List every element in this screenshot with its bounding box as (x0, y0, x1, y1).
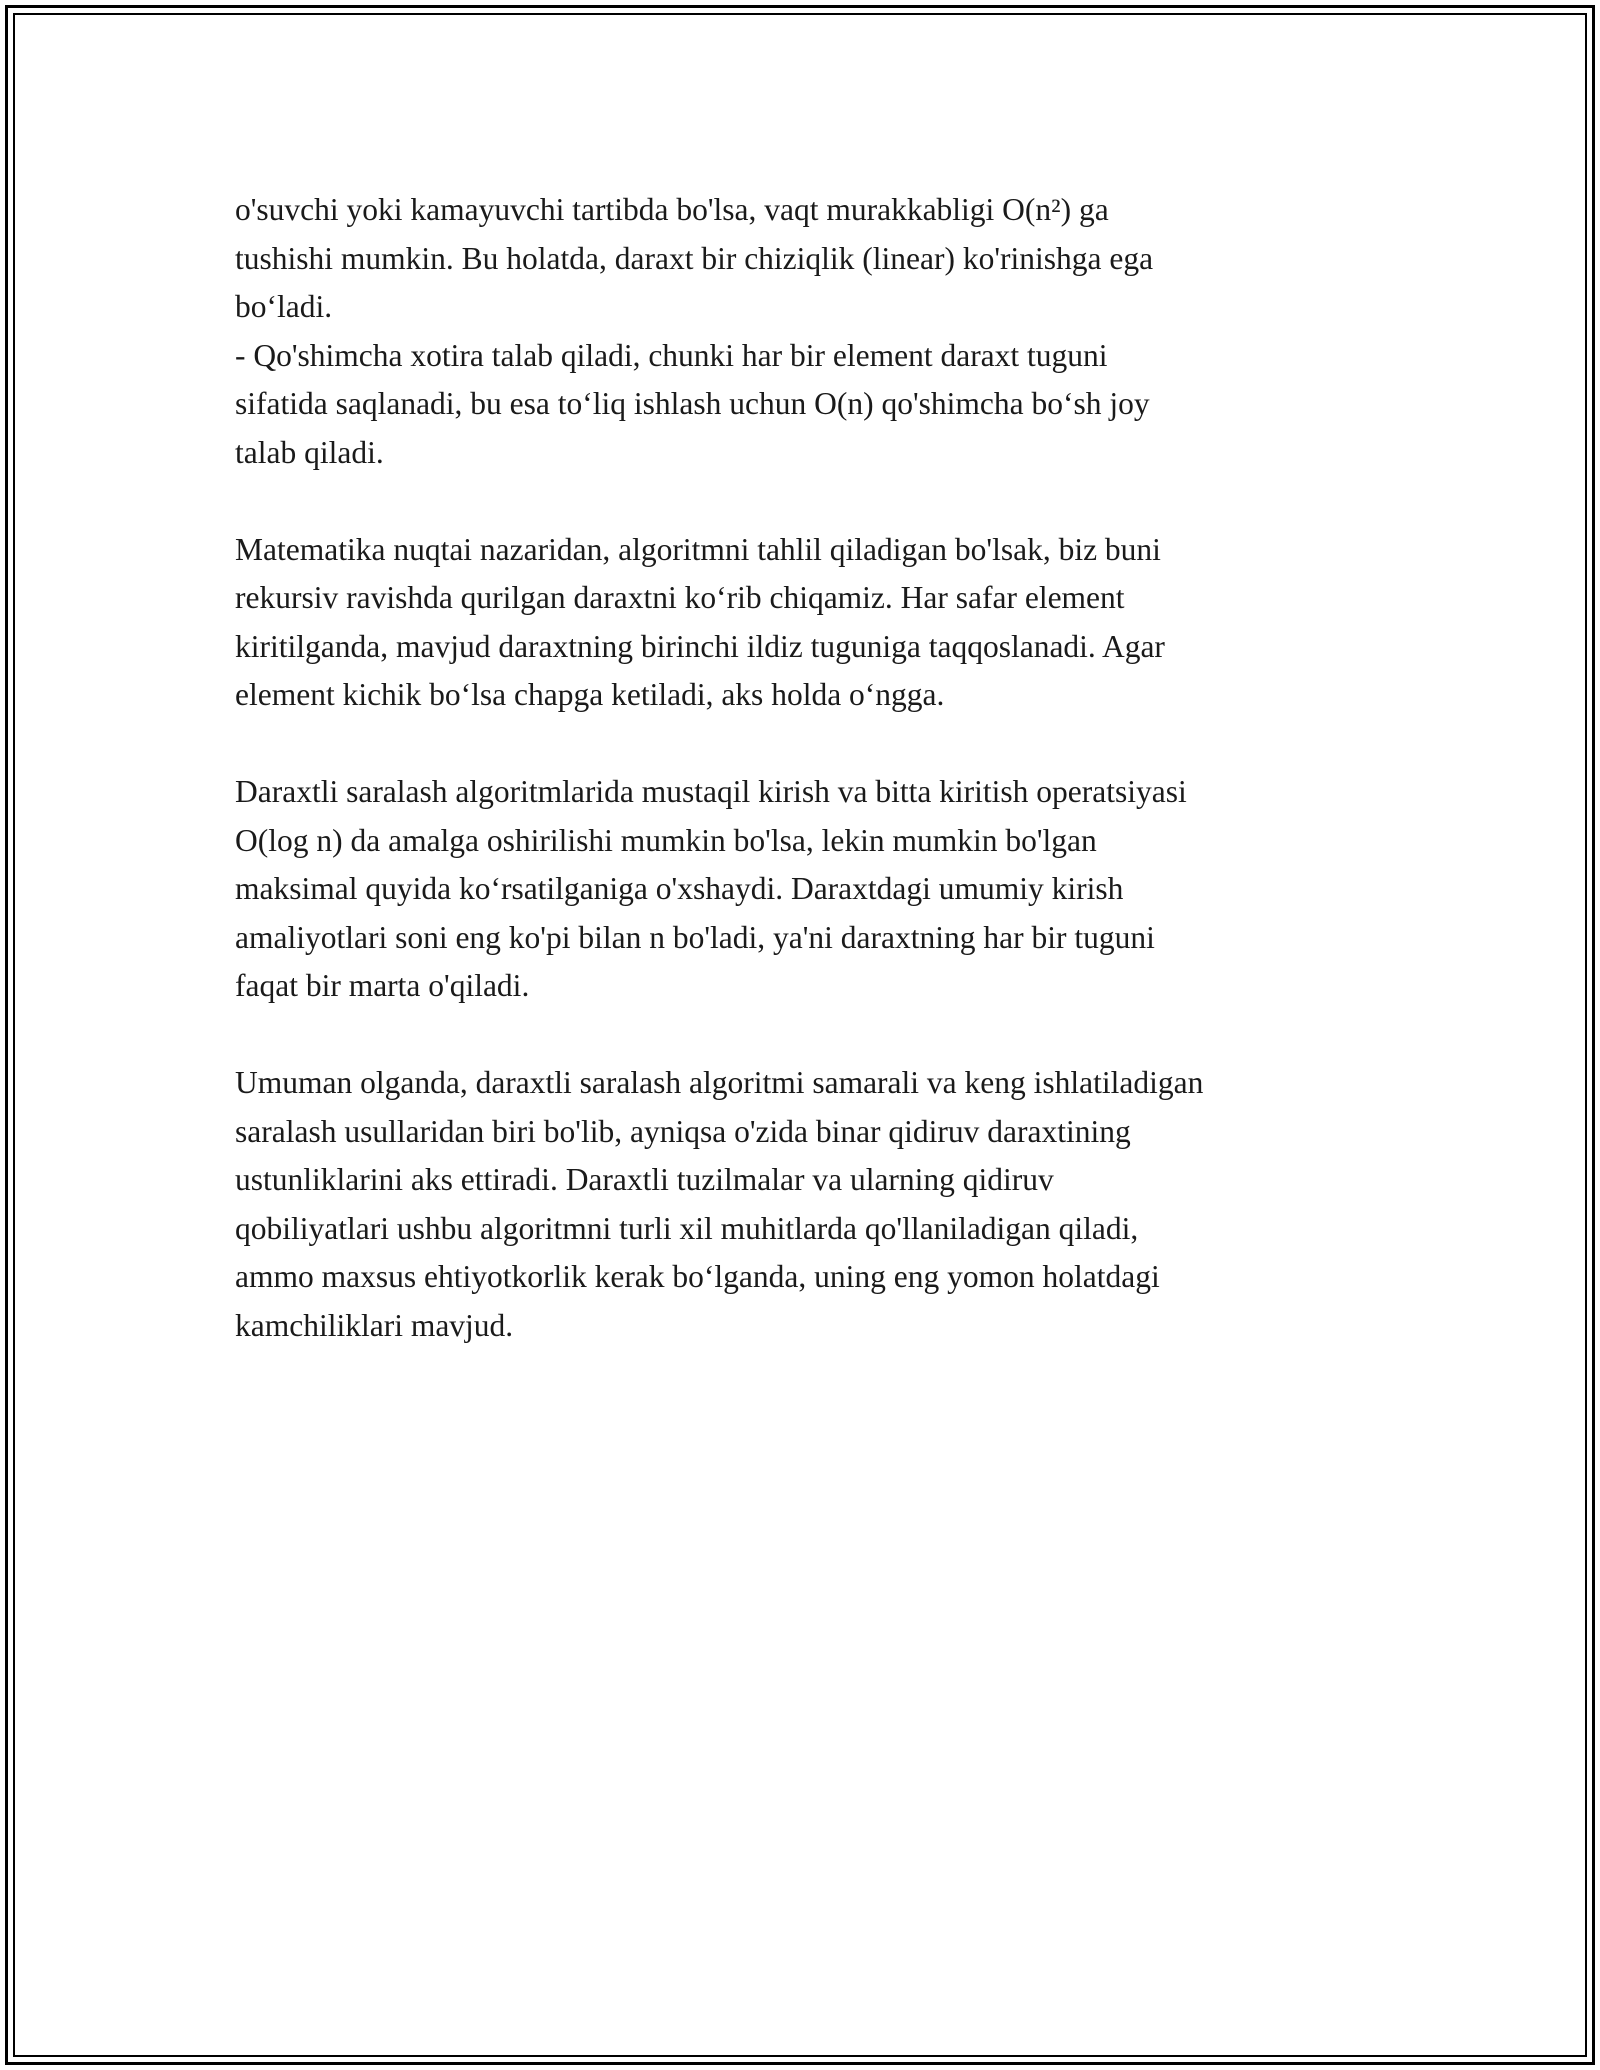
paragraph-complexity-memory: o'suvchi yoki kamayuvchi tartibda bo'lsa, vaqt murakkabligi O(n²) ga tushishi mumkin. Bu holatda, daraxt bir chiziqlik (linear) ko'rinishga ega bo‘ladi. - Qo'shimcha xotira talab qiladi, chunki har bir element daraxt tuguni sifatida saqlanadi, bu esa to‘liq ishlash uchun O(n) qo'shimcha bo‘sh joy talab qiladi. (235, 192, 1154, 470)
paragraph-mathematical-view: Matematika nuqtai nazaridan, algoritmni tahlil qiladigan bo'lsak, biz buni rekursiv ravishda qurilgan daraxtni ko‘rib chiqamiz. Har safar element kiritilganda, mavjud daraxtning birinchi ildiz tuguniga taqqoslanadi. Agar element kichik bo‘lsa chapga ketiladi, aks holda o‘ngga. (235, 531, 1165, 712)
document-body (235, 186, 1385, 1350)
paragraph-insert-operations: Daraxtli saralash algoritmlarida mustaqil kirish va bitta kiritish operatsiyasi O(log n) da amalga oshirilishi mumkin bo'lsa, lekin mumkin bo'lgan maksimal quyida ko‘rsatilganiga o'xshaydi. Daraxtdagi umumiy kirish amaliyotlari soni eng ko'pi bilan n bo'ladi, ya'ni daraxtning har bir tuguni faqat bir marta o'qiladi. (235, 774, 1187, 1003)
paragraph-conclusion: Umuman olganda, daraxtli saralash algoritmi samarali va keng ishlatiladigan saralash usullaridan biri bo'lib, ayniqsa o'zida binar qidiruv daraxtining ustunliklarini aks ettiradi. Daraxtli tuzilmalar va ularning qidiruv qobiliyatlari ushbu algoritmni turli xil muhitlarda qo'llaniladigan qiladi, ammo maxsus ehtiyotkorlik kerak bo‘lganda, uning eng yomon holatdagi kamchiliklari mavjud. (235, 1065, 1204, 1343)
